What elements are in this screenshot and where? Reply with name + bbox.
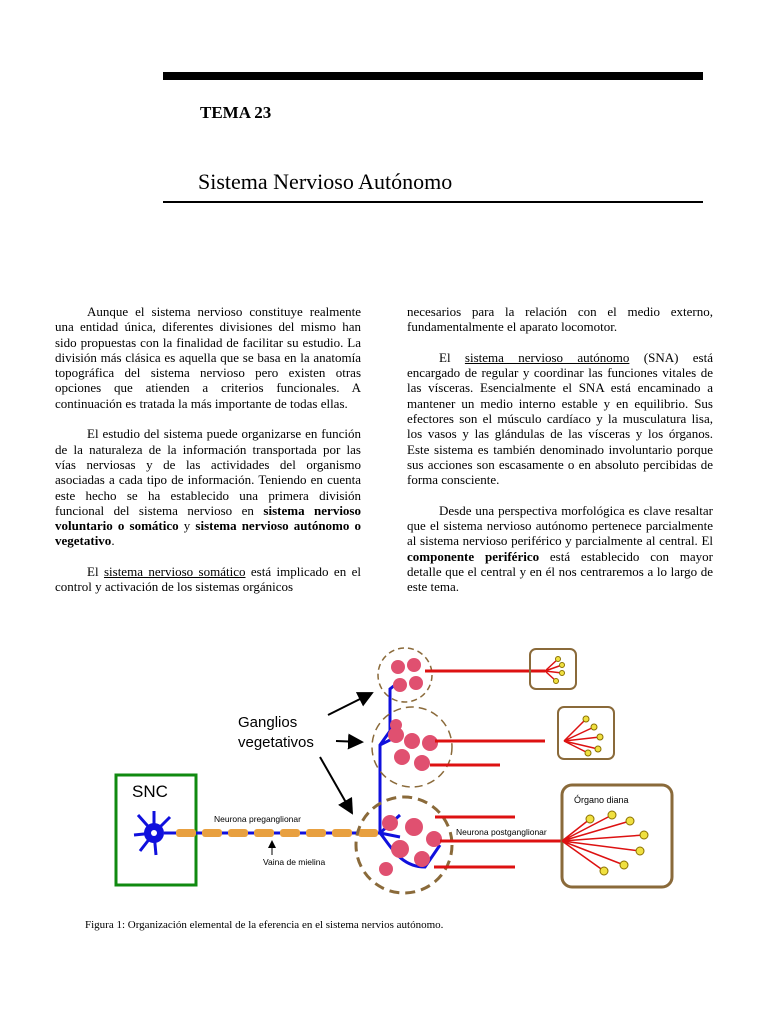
ganglion-bottom <box>356 797 452 893</box>
ganglion-top <box>378 648 432 702</box>
text-span: El <box>439 349 465 365</box>
label-preganglionar: Neurona preganglionar <box>214 814 301 824</box>
bold-term-periferico: componente periférico <box>407 548 540 564</box>
paragraph-sna <box>407 350 713 488</box>
paragraph-continuation: necesarios para la relación con el medio externo, fundamentalmente el aparato locomotor. <box>407 304 713 335</box>
text-span: Desde una perspectiva morfológica es clave resaltar que el sistema nervioso autónomo pertenece parcialmente al sistema nervioso periférico y parcialmente al central. El <box>407 502 713 549</box>
target-organ-bottom <box>562 785 672 887</box>
snc-label: SNC <box>132 782 168 801</box>
target-organ-middle <box>558 707 614 759</box>
postganglionic-axons <box>425 671 562 867</box>
text-span: El estudio del sistema puede organizarse en función de la naturaleza de la información transportada por las vías nerviosas y de las actividades del organismo asociadas a cada tipo de información. Teniendo en cuenta este hecho se ha establecido una primera división funcional del sistema nervioso en <box>55 426 361 518</box>
target-organ-top <box>530 649 576 689</box>
figure-diagram <box>100 645 710 895</box>
paragraph-intro: Aunque el sistema nervioso constituye realmente una entidad única, diferentes divisiones del mismo han sido propuestas con la finalidad de facilitar su estudio. La división más clásica es aquella que se basa en la anatomía topográfica del sistema nervioso pero existen otras opciones que atienden a criterios funcionales. A continuación es tratada la más importante de todas ellas. <box>55 304 361 411</box>
paragraph-division <box>55 426 361 548</box>
text-span: y <box>178 518 196 534</box>
arrow-ganglion-bottom <box>320 757 352 813</box>
arrow-ganglion-middle <box>336 741 362 742</box>
header-rule-top <box>163 72 703 80</box>
right-column <box>407 304 713 610</box>
label-organo-diana: Órgano diana <box>574 795 629 805</box>
page-title: Sistema Nervioso Autónomo <box>198 169 453 194</box>
arrow-ganglion-top <box>328 693 372 715</box>
paragraph-somatico <box>55 564 361 595</box>
paragraph-morfologia <box>407 503 713 595</box>
label-mielina: Vaina de mielina <box>263 857 326 867</box>
text-span: . <box>111 533 115 549</box>
text-span: El <box>87 564 104 580</box>
bold-term-somatico: sistema nervioso voluntario o somático <box>55 502 361 534</box>
figure-caption: Figura 1: Organización elemental de la eferencia en el sistema nervios autónomo. <box>85 919 444 931</box>
ganglion-middle <box>372 707 452 787</box>
underlined-term-sna: sistema nervioso autónomo <box>464 349 630 365</box>
label-postganglionar: Neurona postganglionar <box>456 827 547 837</box>
text-span: (SNA) está encargado de regular y coordinar las funciones vitales de las vísceras. Esencialmente el SNA está encaminado a mantener un medio interno estable y en equilibrio. Sus efectores son el músculo cardíaco y la musculatura lisa, los vasos y las glándulas de las vísceras y los órganos. Este sistema es también denominado involuntario porque sus acciones son escasamente o en absoluto percibidas de forma consciente. <box>407 349 713 488</box>
label-ganglios: Ganglios <box>238 714 298 731</box>
underlined-term-somatico: sistema nervioso somático <box>103 564 246 580</box>
label-vegetativos: vegetativos <box>238 734 314 751</box>
text-span: está establecido con mayor detalle que el central y en él nos centraremos a lo largo de este tema. <box>407 548 714 595</box>
header-rule-bottom <box>163 201 703 203</box>
tema-number: TEMA 23 <box>200 103 272 122</box>
bold-term-vegetativo: sistema nervioso autónomo o vegetativo <box>55 518 362 549</box>
text-span: está implicado en el control y activación de los sistemas orgánicos <box>55 564 361 595</box>
left-column <box>55 304 361 610</box>
